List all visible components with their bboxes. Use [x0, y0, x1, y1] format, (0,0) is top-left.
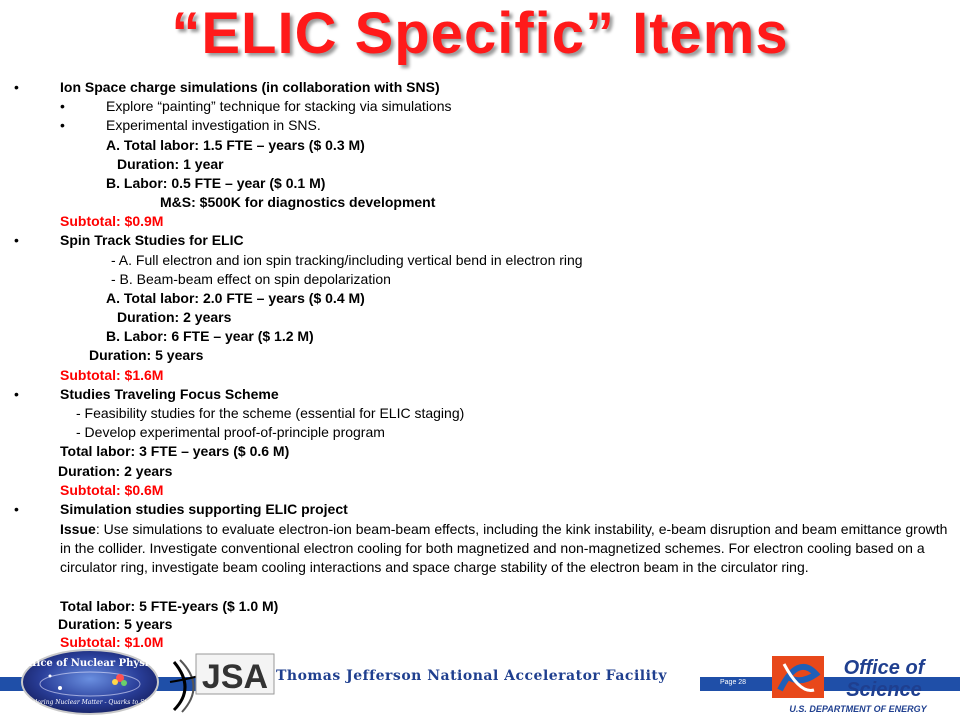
bullet-icon: • — [60, 98, 65, 114]
subtotal: Subtotal: $1.0M — [60, 634, 164, 650]
page-number: Page 28 — [720, 679, 747, 686]
duration-line: Duration: 5 years — [89, 347, 204, 363]
sub-item: - A. Full electron and ion spin tracking/including vertical bend in electron ring — [111, 252, 583, 268]
logo-np-title: Office of Nuclear Physics — [20, 658, 160, 669]
logo-os-line2: Science — [846, 679, 922, 701]
sub-item: Explore “painting” technique for stacking via simulations — [106, 98, 452, 114]
sub-item: - Develop experimental proof-of-principle program — [76, 424, 385, 440]
sub-item: - B. Beam-beam effect on spin depolarization — [111, 271, 391, 287]
issue-text: : Use simulations to evaluate electron-ion beam-beam effects, including the kink instability, e-beam disruption and beam emittance growth in the collider. Investigate conventional electron cooling for both magnetized and non-magnetized schemes. For electron cooling based on a circulator ring, investigate beam cooling interactions and space charge stability of the electron beam in the circulator ring. — [60, 521, 948, 575]
labor-line: B. Labor: 0.5 FTE – year ($ 0.1 M) — [106, 175, 326, 191]
duration-line: Duration: 5 years — [58, 616, 173, 632]
labor-line: A. Total labor: 2.0 FTE – years ($ 0.4 M) — [106, 290, 365, 306]
duration-line: Duration: 1 year — [117, 156, 224, 172]
logo-os-line3: U.S. DEPARTMENT OF ENERGY — [789, 704, 927, 714]
labor-line: A. Total labor: 1.5 FTE – years ($ 0.3 M) — [106, 137, 365, 153]
nuclear-physics-logo — [20, 648, 160, 716]
section-heading-traveling-focus: Studies Traveling Focus Scheme — [60, 386, 279, 402]
bullet-icon: • — [60, 117, 65, 133]
subtotal: Subtotal: $0.6M — [60, 482, 164, 498]
facility-name: Thomas Jefferson National Accelerator Facility — [276, 668, 668, 684]
duration-line: Duration: 2 years — [58, 463, 173, 479]
section-heading-spin-track: Spin Track Studies for ELIC — [60, 232, 244, 248]
bullet-icon: • — [14, 79, 19, 95]
duration-line: Duration: 2 years — [117, 309, 232, 325]
issue-paragraph — [60, 520, 953, 577]
logo-np-tagline: Exploring Nuclear Matter - Quarks to Stars — [23, 699, 157, 706]
sub-item: Experimental investigation in SNS. — [106, 117, 321, 133]
ms-line: M&S: $500K for diagnostics development — [160, 194, 436, 210]
logo-jsa-text: JSA — [201, 658, 269, 696]
office-of-science-logo — [770, 650, 945, 716]
bullet-icon: • — [14, 232, 19, 248]
section-heading-ion-space-charge: Ion Space charge simulations (in collaboration with SNS) — [60, 79, 440, 95]
labor-line: B. Labor: 6 FTE – year ($ 1.2 M) — [106, 328, 314, 344]
jsa-logo — [166, 648, 276, 716]
slide-title: “ELIC Specific” Items — [171, 1, 789, 66]
sub-item: - Feasibility studies for the scheme (essential for ELIC staging) — [76, 405, 465, 421]
subtotal: Subtotal: $1.6M — [60, 367, 164, 383]
subtotal: Subtotal: $0.9M — [60, 213, 164, 229]
section-heading-simulation-studies: Simulation studies supporting ELIC project — [60, 501, 348, 517]
bullet-icon: • — [14, 501, 19, 517]
labor-line: Total labor: 3 FTE – years ($ 0.6 M) — [60, 443, 290, 459]
labor-line: Total labor: 5 FTE-years ($ 1.0 M) — [60, 598, 279, 614]
bullet-icon: • — [14, 386, 19, 402]
logo-os-line1: Office of — [843, 657, 925, 679]
issue-label: Issue — [60, 521, 96, 537]
